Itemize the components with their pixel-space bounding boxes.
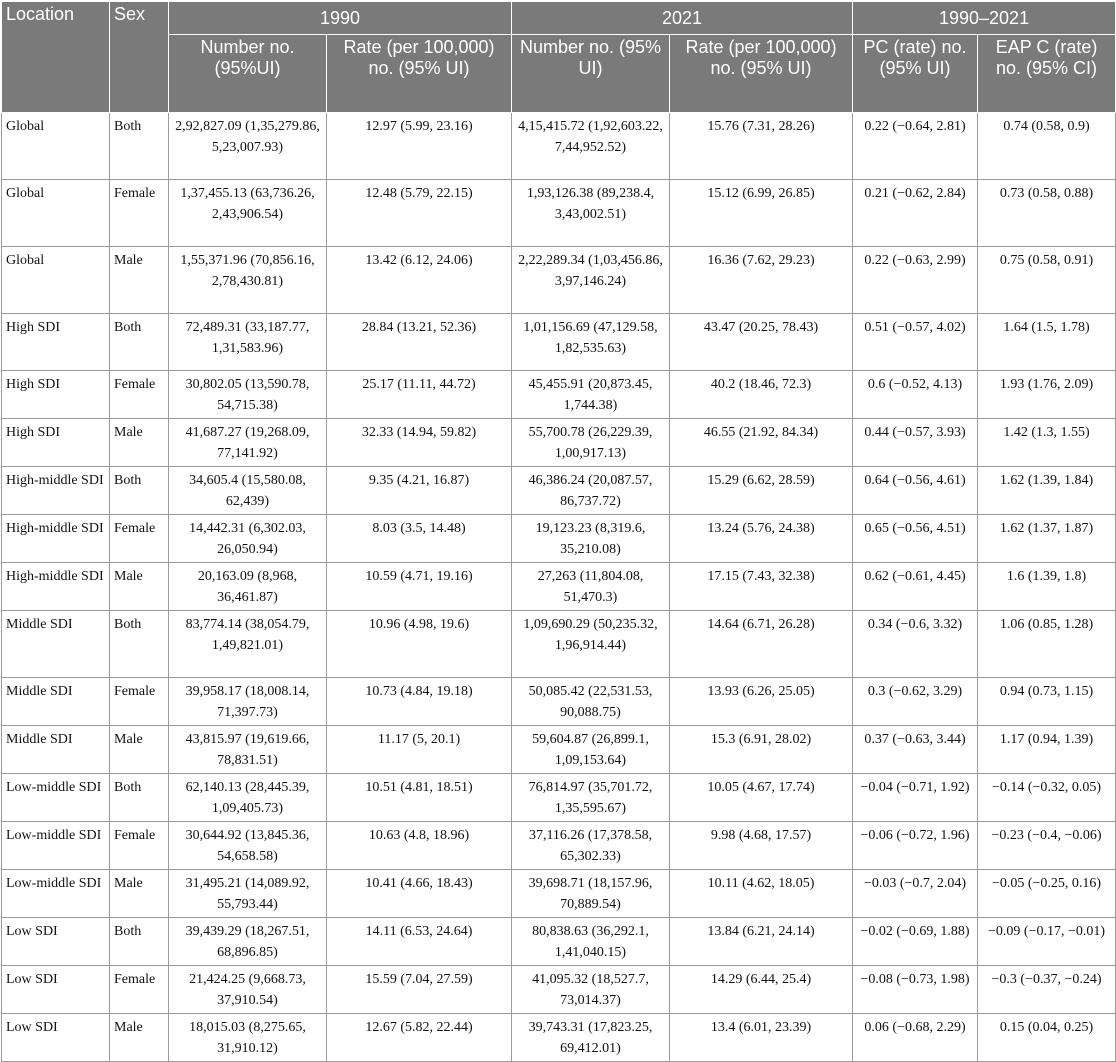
- cell-rate-2021: 43.47 (20.25, 78.43): [670, 314, 853, 371]
- cell-sex: Female: [110, 515, 169, 563]
- cell-location: Low SDI: [2, 918, 110, 966]
- cell-pc: −0.03 (−0.7, 2.04): [853, 870, 978, 918]
- cell-location: High-middle SDI: [2, 515, 110, 563]
- cell-number-1990: 39,439.29 (18,267.51, 68,896.85): [169, 918, 327, 966]
- cell-pc: 0.65 (−0.56, 4.51): [853, 515, 978, 563]
- table-row: [2, 726, 1116, 774]
- cell-number-2021: 39,743.31 (17,823.25, 69,412.01): [512, 1014, 670, 1062]
- cell-location: Global: [2, 247, 110, 314]
- cell-sex: Both: [110, 467, 169, 515]
- table-row: [2, 371, 1116, 419]
- cell-eapc: 1.42 (1.3, 1.55): [978, 419, 1116, 467]
- cell-rate-1990: 10.96 (4.98, 19.6): [327, 611, 512, 678]
- cell-rate-2021: 15.76 (7.31, 28.26): [670, 113, 853, 180]
- cell-sex: Both: [110, 113, 169, 180]
- cell-eapc: 1.62 (1.39, 1.84): [978, 467, 1116, 515]
- cell-rate-1990: 32.33 (14.94, 59.82): [327, 419, 512, 467]
- cell-sex: Female: [110, 180, 169, 247]
- cell-pc: −0.08 (−0.73, 1.98): [853, 966, 978, 1014]
- cell-number-2021: 59,604.87 (26,899.1, 1,09,153.64): [512, 726, 670, 774]
- cell-rate-1990: 8.03 (3.5, 14.48): [327, 515, 512, 563]
- cell-sex: Female: [110, 678, 169, 726]
- cell-sex: Both: [110, 774, 169, 822]
- header-row-groups: [2, 2, 1116, 35]
- cell-rate-1990: 9.35 (4.21, 16.87): [327, 467, 512, 515]
- cell-location: Low-middle SDI: [2, 870, 110, 918]
- cell-rate-1990: 12.48 (5.79, 22.15): [327, 180, 512, 247]
- cell-number-1990: 14,442.31 (6,302.03, 26,050.94): [169, 515, 327, 563]
- cell-location: Middle SDI: [2, 726, 110, 774]
- cell-location: High-middle SDI: [2, 563, 110, 611]
- cell-sex: Male: [110, 870, 169, 918]
- cell-number-2021: 2,22,289.34 (1,03,456.86, 3,97,146.24): [512, 247, 670, 314]
- cell-number-2021: 1,01,156.69 (47,129.58, 1,82,535.63): [512, 314, 670, 371]
- cell-eapc: 1.64 (1.5, 1.78): [978, 314, 1116, 371]
- cell-number-2021: 45,455.91 (20,873.45, 1,744.38): [512, 371, 670, 419]
- cell-pc: 0.6 (−0.52, 4.13): [853, 371, 978, 419]
- cell-sex: Female: [110, 371, 169, 419]
- cell-pc: 0.06 (−0.68, 2.29): [853, 1014, 978, 1062]
- cell-number-1990: 2,92,827.09 (1,35,279.86, 5,23,007.93): [169, 113, 327, 180]
- cell-sex: Male: [110, 419, 169, 467]
- cell-rate-1990: 10.63 (4.8, 18.96): [327, 822, 512, 870]
- header-rate-1990: Rate (per 100,000) no. (95% UI): [327, 35, 512, 113]
- table-row: [2, 918, 1116, 966]
- cell-number-2021: 80,838.63 (36,292.1, 1,41,040.15): [512, 918, 670, 966]
- cell-number-2021: 55,700.78 (26,229.39, 1,00,917.13): [512, 419, 670, 467]
- cell-number-1990: 20,163.09 (8,968, 36,461.87): [169, 563, 327, 611]
- cell-rate-1990: 25.17 (11.11, 44.72): [327, 371, 512, 419]
- cell-location: High SDI: [2, 419, 110, 467]
- cell-rate-2021: 13.4 (6.01, 23.39): [670, 1014, 853, 1062]
- cell-pc: 0.62 (−0.61, 4.45): [853, 563, 978, 611]
- cell-rate-2021: 10.05 (4.67, 17.74): [670, 774, 853, 822]
- header-group-2021: 2021: [512, 2, 853, 35]
- cell-eapc: 1.6 (1.39, 1.8): [978, 563, 1116, 611]
- cell-number-1990: 83,774.14 (38,054.79, 1,49,821.01): [169, 611, 327, 678]
- table-row: [2, 611, 1116, 678]
- cell-pc: −0.06 (−0.72, 1.96): [853, 822, 978, 870]
- cell-number-2021: 39,698.71 (18,157.96, 70,889.54): [512, 870, 670, 918]
- cell-location: High SDI: [2, 371, 110, 419]
- header-rate-2021: Rate (per 100,000) no. (95% UI): [670, 35, 853, 113]
- cell-rate-1990: 12.67 (5.82, 22.44): [327, 1014, 512, 1062]
- cell-eapc: 0.94 (0.73, 1.15): [978, 678, 1116, 726]
- header-eapc: EAP C (rate) no. (95% CI): [978, 35, 1116, 113]
- cell-eapc: 1.17 (0.94, 1.39): [978, 726, 1116, 774]
- cell-pc: 0.64 (−0.56, 4.61): [853, 467, 978, 515]
- cell-location: Low-middle SDI: [2, 822, 110, 870]
- cell-number-2021: 1,09,690.29 (50,235.32, 1,96,914.44): [512, 611, 670, 678]
- cell-pc: 0.34 (−0.6, 3.32): [853, 611, 978, 678]
- cell-rate-1990: 11.17 (5, 20.1): [327, 726, 512, 774]
- cell-location: High SDI: [2, 314, 110, 371]
- cell-sex: Female: [110, 966, 169, 1014]
- cell-number-1990: 62,140.13 (28,445.39, 1,09,405.73): [169, 774, 327, 822]
- table-body: [2, 113, 1116, 1062]
- cell-rate-2021: 15.12 (6.99, 26.85): [670, 180, 853, 247]
- cell-rate-2021: 14.29 (6.44, 25.4): [670, 966, 853, 1014]
- header-number-2021: Number no. (95% UI): [512, 35, 670, 113]
- data-table: [1, 1, 1116, 1062]
- cell-eapc: 1.06 (0.85, 1.28): [978, 611, 1116, 678]
- cell-rate-2021: 15.3 (6.91, 28.02): [670, 726, 853, 774]
- cell-eapc: 0.75 (0.58, 0.91): [978, 247, 1116, 314]
- cell-eapc: −0.05 (−0.25, 0.16): [978, 870, 1116, 918]
- cell-rate-1990: 12.97 (5.99, 23.16): [327, 113, 512, 180]
- cell-number-1990: 1,37,455.13 (63,736.26, 2,43,906.54): [169, 180, 327, 247]
- cell-number-2021: 4,15,415.72 (1,92,603.22, 7,44,952.52): [512, 113, 670, 180]
- header-location: Location: [2, 2, 110, 113]
- table-row: [2, 1014, 1116, 1062]
- table-row: [2, 966, 1116, 1014]
- cell-rate-2021: 17.15 (7.43, 32.38): [670, 563, 853, 611]
- cell-number-1990: 43,815.97 (19,619.66, 78,831.51): [169, 726, 327, 774]
- cell-pc: 0.37 (−0.63, 3.44): [853, 726, 978, 774]
- table-row: [2, 113, 1116, 180]
- cell-eapc: 1.62 (1.37, 1.87): [978, 515, 1116, 563]
- cell-location: Low SDI: [2, 1014, 110, 1062]
- cell-eapc: 0.73 (0.58, 0.88): [978, 180, 1116, 247]
- header-number-1990: Number no. (95%UI): [169, 35, 327, 113]
- cell-sex: Both: [110, 611, 169, 678]
- header-sex: Sex: [110, 2, 169, 113]
- cell-location: Middle SDI: [2, 678, 110, 726]
- table-row: [2, 515, 1116, 563]
- header-pc: PC (rate) no. (95% UI): [853, 35, 978, 113]
- cell-location: Global: [2, 180, 110, 247]
- cell-eapc: 1.93 (1.76, 2.09): [978, 371, 1116, 419]
- cell-eapc: 0.74 (0.58, 0.9): [978, 113, 1116, 180]
- cell-pc: 0.3 (−0.62, 3.29): [853, 678, 978, 726]
- cell-rate-2021: 14.64 (6.71, 26.28): [670, 611, 853, 678]
- cell-pc: 0.44 (−0.57, 3.93): [853, 419, 978, 467]
- cell-number-1990: 1,55,371.96 (70,856.16, 2,78,430.81): [169, 247, 327, 314]
- cell-pc: −0.02 (−0.69, 1.88): [853, 918, 978, 966]
- cell-location: Low SDI: [2, 966, 110, 1014]
- cell-location: Global: [2, 113, 110, 180]
- cell-number-2021: 27,263 (11,804.08, 51,470.3): [512, 563, 670, 611]
- table-row: [2, 774, 1116, 822]
- cell-number-2021: 37,116.26 (17,378.58, 65,302.33): [512, 822, 670, 870]
- table-row: [2, 419, 1116, 467]
- cell-rate-1990: 28.84 (13.21, 52.36): [327, 314, 512, 371]
- table-row: [2, 678, 1116, 726]
- cell-sex: Male: [110, 563, 169, 611]
- cell-eapc: 0.15 (0.04, 0.25): [978, 1014, 1116, 1062]
- cell-number-2021: 19,123.23 (8,319.6, 35,210.08): [512, 515, 670, 563]
- table-row: [2, 180, 1116, 247]
- cell-rate-2021: 10.11 (4.62, 18.05): [670, 870, 853, 918]
- cell-number-1990: 30,802.05 (13,590.78, 54,715.38): [169, 371, 327, 419]
- cell-eapc: −0.14 (−0.32, 0.05): [978, 774, 1116, 822]
- cell-number-2021: 1,93,126.38 (89,238.4, 3,43,002.51): [512, 180, 670, 247]
- cell-sex: Male: [110, 726, 169, 774]
- cell-pc: 0.22 (−0.64, 2.81): [853, 113, 978, 180]
- cell-location: Middle SDI: [2, 611, 110, 678]
- cell-rate-2021: 16.36 (7.62, 29.23): [670, 247, 853, 314]
- cell-number-1990: 30,644.92 (13,845.36, 54,658.58): [169, 822, 327, 870]
- cell-rate-2021: 9.98 (4.68, 17.57): [670, 822, 853, 870]
- cell-eapc: −0.09 (−0.17, −0.01): [978, 918, 1116, 966]
- cell-number-2021: 41,095.32 (18,527.7, 73,014.37): [512, 966, 670, 1014]
- cell-sex: Both: [110, 918, 169, 966]
- cell-rate-1990: 13.42 (6.12, 24.06): [327, 247, 512, 314]
- cell-number-2021: 50,085.42 (22,531.53, 90,088.75): [512, 678, 670, 726]
- cell-number-1990: 72,489.31 (33,187.77, 1,31,583.96): [169, 314, 327, 371]
- cell-number-2021: 46,386.24 (20,087.57, 86,737.72): [512, 467, 670, 515]
- table-row: [2, 870, 1116, 918]
- cell-rate-2021: 13.24 (5.76, 24.38): [670, 515, 853, 563]
- cell-sex: Both: [110, 314, 169, 371]
- cell-number-1990: 31,495.21 (14,089.92, 55,793.44): [169, 870, 327, 918]
- cell-pc: 0.22 (−0.63, 2.99): [853, 247, 978, 314]
- cell-number-1990: 34,605.4 (15,580.08, 62,439): [169, 467, 327, 515]
- cell-rate-2021: 13.93 (6.26, 25.05): [670, 678, 853, 726]
- cell-sex: Female: [110, 822, 169, 870]
- cell-sex: Male: [110, 1014, 169, 1062]
- cell-rate-1990: 10.51 (4.81, 18.51): [327, 774, 512, 822]
- cell-rate-2021: 40.2 (18.46, 72.3): [670, 371, 853, 419]
- cell-number-1990: 39,958.17 (18,008.14, 71,397.73): [169, 678, 327, 726]
- cell-eapc: −0.23 (−0.4, −0.06): [978, 822, 1116, 870]
- cell-rate-2021: 46.55 (21.92, 84.34): [670, 419, 853, 467]
- cell-number-1990: 41,687.27 (19,268.09, 77,141.92): [169, 419, 327, 467]
- cell-eapc: −0.3 (−0.37, −0.24): [978, 966, 1116, 1014]
- cell-number-1990: 18,015.03 (8,275.65, 31,910.12): [169, 1014, 327, 1062]
- header-group-change: 1990–2021: [853, 2, 1116, 35]
- table-row: [2, 563, 1116, 611]
- cell-location: High-middle SDI: [2, 467, 110, 515]
- table-row: [2, 247, 1116, 314]
- cell-pc: −0.04 (−0.71, 1.92): [853, 774, 978, 822]
- header-group-1990: 1990: [169, 2, 512, 35]
- table-row: [2, 467, 1116, 515]
- cell-rate-1990: 14.11 (6.53, 24.64): [327, 918, 512, 966]
- cell-rate-2021: 15.29 (6.62, 28.59): [670, 467, 853, 515]
- cell-rate-1990: 10.73 (4.84, 19.18): [327, 678, 512, 726]
- cell-location: Low-middle SDI: [2, 774, 110, 822]
- cell-number-2021: 76,814.97 (35,701.72, 1,35,595.67): [512, 774, 670, 822]
- cell-rate-1990: 15.59 (7.04, 27.59): [327, 966, 512, 1014]
- header-row-subcolumns: [2, 35, 1116, 113]
- cell-pc: 0.51 (−0.57, 4.02): [853, 314, 978, 371]
- table-row: [2, 314, 1116, 371]
- cell-rate-1990: 10.41 (4.66, 18.43): [327, 870, 512, 918]
- table-row: [2, 822, 1116, 870]
- cell-sex: Male: [110, 247, 169, 314]
- cell-rate-1990: 10.59 (4.71, 19.16): [327, 563, 512, 611]
- cell-rate-2021: 13.84 (6.21, 24.14): [670, 918, 853, 966]
- cell-number-1990: 21,424.25 (9,668.73, 37,910.54): [169, 966, 327, 1014]
- cell-pc: 0.21 (−0.62, 2.84): [853, 180, 978, 247]
